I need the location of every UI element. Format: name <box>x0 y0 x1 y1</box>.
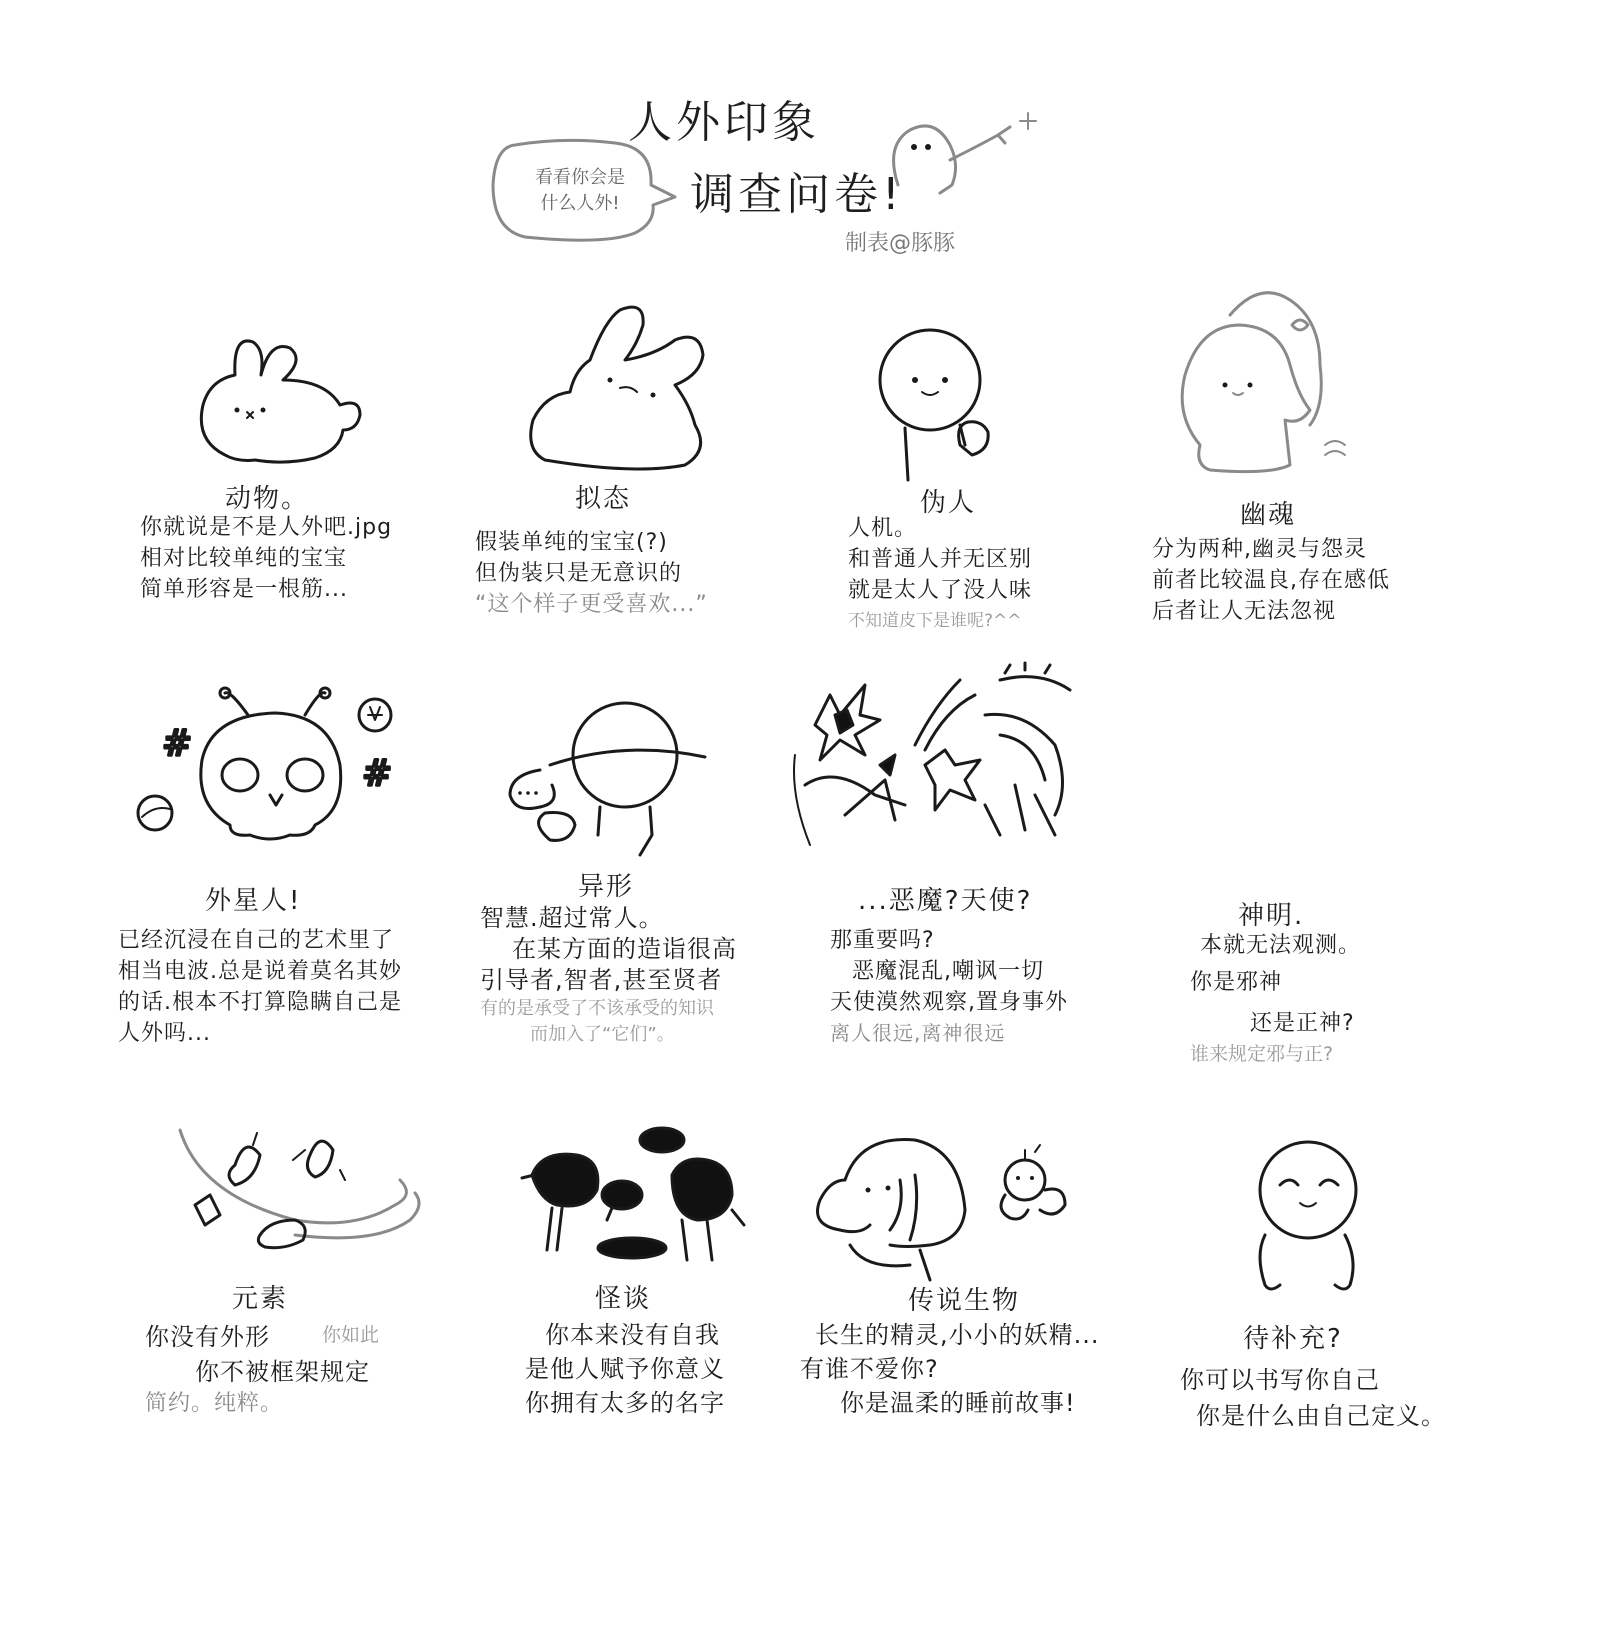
card-tbd-text <box>1180 1362 1446 1434</box>
card-ghost-line-3: 后者让人无法忽视 <box>1152 599 1337 624</box>
element-wind-icon <box>175 1125 435 1275</box>
card-animal-name: 动物。 <box>225 484 310 514</box>
card-animal-text <box>140 512 392 605</box>
card-deity-line-3: 还是正神? <box>1250 1011 1355 1036</box>
card-demon-angel-line-2: 恶魔混乱,嘲讽一切 <box>852 959 1044 984</box>
card-ghost-line-1: 分为两种,幽灵与怨灵 <box>1152 537 1367 562</box>
card-tbd-line-1: 你可以书写你自己 <box>1180 1366 1380 1394</box>
card-demon-angel-line-3: 天使漠然观察,置身事外 <box>830 990 1068 1015</box>
card-alien-line-1: 已经沉浸在自己的艺术里了 <box>118 928 395 953</box>
card-animal-line-1: 你就说是不是人外吧.jpg <box>140 515 393 540</box>
card-legend-line-1: 长生的精灵,小小的妖精... <box>815 1321 1100 1349</box>
card-pseudo-human-line-1: 人机。 <box>848 516 918 541</box>
card-pseudo-human-note: 不知道皮下是谁呢?^^ <box>848 611 1022 631</box>
card-demon-angel-text <box>830 925 1068 1049</box>
card-eldritch-note-1: 有的是承受了不该承受的知识 <box>480 998 714 1019</box>
planet-head-icon <box>490 695 730 865</box>
card-legend-line-3: 你是温柔的睡前故事! <box>840 1389 1076 1417</box>
card-alien-line-4: 人外吗... <box>118 1021 211 1046</box>
svg-text:#: # <box>362 753 393 794</box>
card-creepypasta-name: 怪谈 <box>595 1284 652 1314</box>
card-eldritch-line-2: 在某方面的造诣很高 <box>512 935 737 963</box>
card-animal-line-3: 简单形容是一根筋... <box>140 577 348 602</box>
ghost-icon <box>1170 285 1410 485</box>
card-animal-line-2: 相对比较单纯的宝宝 <box>140 546 348 571</box>
smiley-person-icon <box>1240 1135 1390 1305</box>
card-element-text <box>145 1322 370 1419</box>
card-deity-text <box>1190 930 1361 1066</box>
card-legend-text <box>800 1318 1100 1420</box>
elf-fairy-icon <box>810 1130 1070 1280</box>
card-pseudo-human-name: 伪人 <box>920 488 977 518</box>
creepypasta-blobs-icon <box>522 1120 752 1280</box>
card-alien-text <box>118 925 402 1049</box>
card-mimic-line-1: 假装单纯的宝宝(?) <box>475 530 668 555</box>
card-tbd-name: 待补充? <box>1243 1324 1343 1354</box>
card-alien-line-2: 相当电波.总是说着莫名其妙 <box>118 959 402 984</box>
card-pseudo-human-line-2: 和普通人并无区别 <box>848 547 1033 572</box>
card-mimic-name: 拟态 <box>575 484 632 514</box>
card-demon-angel-note: 离人很远,离神很远 <box>830 1021 1006 1045</box>
bubble-line-1: 看看你会是 <box>535 167 625 188</box>
card-legend-name: 传说生物 <box>908 1286 1021 1316</box>
card-ghost-name: 幽魂 <box>1240 500 1297 530</box>
card-deity-name: 神明. <box>1238 901 1305 931</box>
card-creepypasta-line-1: 你本来没有自我 <box>545 1321 720 1349</box>
card-demon-angel-line-1: 那重要吗? <box>830 928 935 953</box>
card-mimic-text <box>475 527 708 620</box>
card-element-name: 元素 <box>232 1284 289 1314</box>
card-eldritch-line-1: 智慧.超过常人。 <box>480 904 664 932</box>
card-mimic-line-2: 但伪装只是无意识的 <box>475 561 683 586</box>
card-creepypasta-line-2: 是他人赋予你意义 <box>525 1355 725 1383</box>
pointing-ghost-icon <box>880 105 1050 215</box>
card-ghost-line-2: 前者比较温良,存在感低 <box>1152 568 1390 593</box>
card-pseudo-human-text <box>848 513 1032 631</box>
card-eldritch-note-2: 而加入了“它们”。 <box>530 1024 675 1045</box>
card-deity-note: 谁来规定邪与正? <box>1190 1043 1334 1065</box>
card-creepypasta-text <box>525 1318 725 1420</box>
page-title: 人外印象 <box>628 97 820 148</box>
card-eldritch-text <box>480 903 737 1048</box>
pseudo-human-icon <box>860 320 1030 500</box>
card-element-side-note: 你如此 <box>322 1324 380 1346</box>
card-deity-line-1: 本就无法观测。 <box>1200 933 1362 958</box>
card-pseudo-human-line-3: 就是太人了没人味 <box>848 578 1033 603</box>
demon-angel-icon <box>785 655 1085 855</box>
svg-text:#: # <box>162 723 193 764</box>
bubble-text <box>505 165 655 217</box>
card-eldritch-name: 异形 <box>578 872 635 902</box>
card-mimic-note: “这个样子更受喜欢...” <box>475 592 708 617</box>
card-element-line-2: 你不被框架规定 <box>195 1358 370 1386</box>
card-element-note: 简约。纯粹。 <box>145 1391 284 1416</box>
card-alien-line-3: 的话.根本不打算隐瞒自己是 <box>118 990 402 1015</box>
card-legend-line-2: 有谁不爱你? <box>800 1355 939 1383</box>
card-creepypasta-line-3: 你拥有太多的名字 <box>525 1389 725 1417</box>
mimic-blob-icon <box>525 300 745 480</box>
alien-icon <box>130 685 410 855</box>
card-alien-name: 外星人! <box>205 886 302 916</box>
card-element-line-1: 你没有外形 <box>145 1323 270 1351</box>
bunny-icon <box>195 330 395 480</box>
author-credit: 制表@豚豚 <box>845 231 956 256</box>
card-ghost-text <box>1152 534 1390 627</box>
card-eldritch-line-3: 引导者,智者,甚至贤者 <box>480 966 723 994</box>
card-tbd-line-2: 你是什么由自己定义。 <box>1196 1402 1446 1430</box>
card-deity-line-2: 你是邪神 <box>1190 970 1283 995</box>
page-subtitle: 调查问卷! <box>690 169 904 220</box>
card-demon-angel-name: ...恶魔?天使? <box>858 886 1033 916</box>
bubble-line-2: 什么人外! <box>540 193 620 214</box>
